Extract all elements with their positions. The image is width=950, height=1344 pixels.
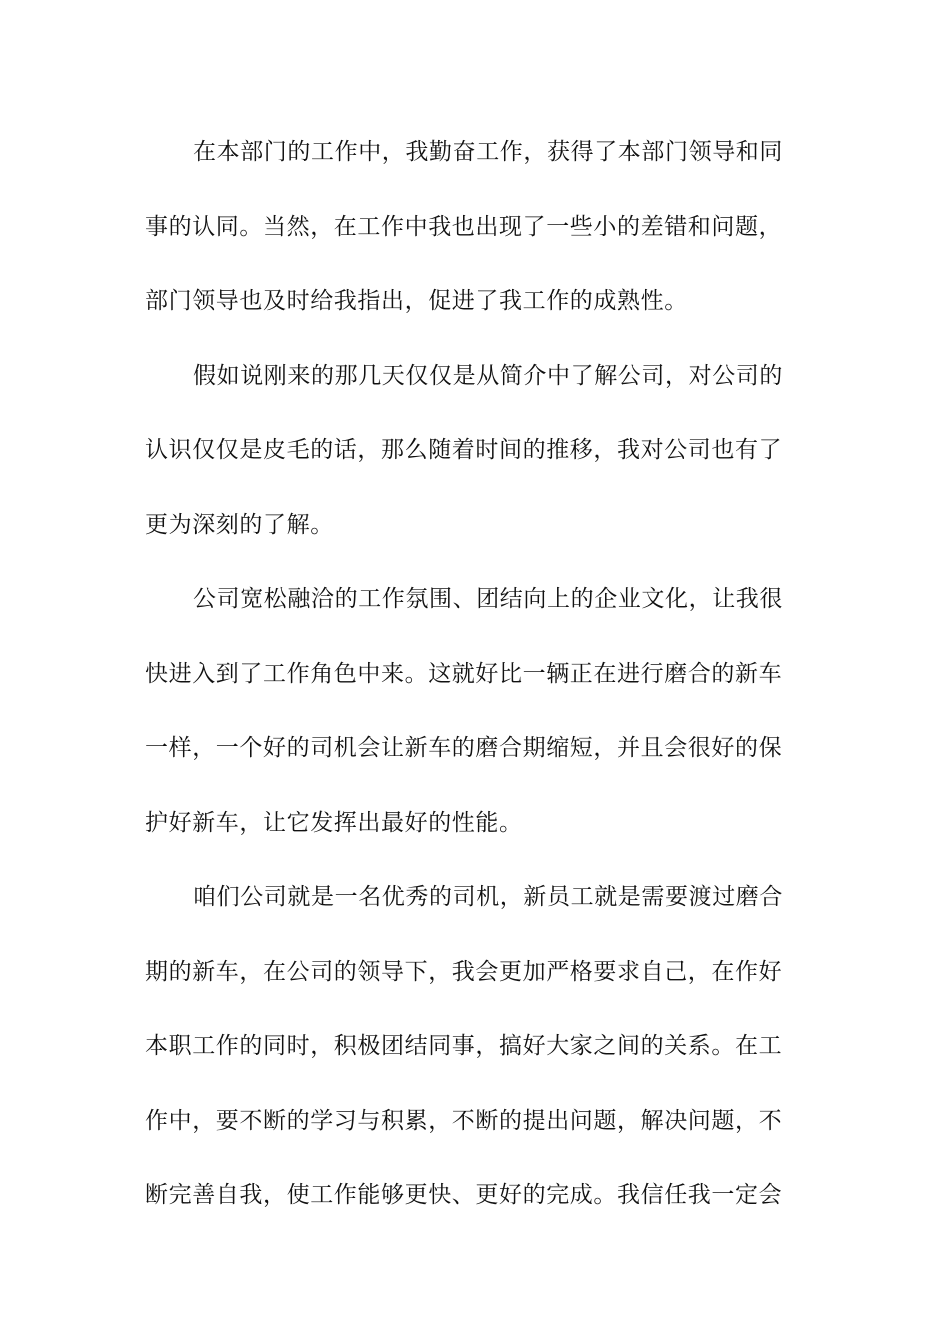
document-body bbox=[145, 126, 810, 1244]
paragraph-3-line-4: 护好新车，让它发挥出最好的性能。 bbox=[145, 809, 523, 836]
paragraph-4-line-5: 断完善自我，使工作能够更快、更好的完成。我信任我一定会 bbox=[145, 1182, 783, 1208]
paragraph-4-line-1: 咱们公司就是一名优秀的司机，新员工就是需要渡过磨合 bbox=[193, 884, 783, 910]
paragraph-4-line-2: 期的新车，在公司的领导下，我会更加严格要求自己，在作好 bbox=[145, 958, 783, 985]
paragraph-2-line-1: 假如说刚来的那几天仅仅是从简介中了解公司，对公司的 bbox=[193, 362, 783, 389]
paragraph-4-line-4: 作中，要不断的学习与积累，不断的提出问题，解决问题，不 bbox=[145, 1107, 783, 1134]
paragraph-3-line-2: 快进入到了工作角色中来。这就好比一辆正在进行磨合的新车 bbox=[145, 660, 783, 687]
paragraph-1-line-2: 事的认同。当然，在工作中我也出现了一些小的差错和问题， bbox=[145, 213, 783, 240]
paragraph-4-line-3: 本职工作的同时，积极团结同事，搞好大家之间的关系。在工 bbox=[145, 1033, 783, 1059]
paragraph-1-line-3: 部门领导也及时给我指出，促进了我工作的成熟性。 bbox=[145, 288, 688, 314]
paragraph-3-line-3: 一样，一个好的司机会让新车的磨合期缩短，并且会很好的保 bbox=[145, 735, 783, 761]
paragraph-3-line-1: 公司宽松融洽的工作氛围、团结向上的企业文化，让我很 bbox=[193, 586, 783, 612]
paragraph-2-line-3: 更为深刻的了解。 bbox=[145, 511, 334, 538]
paragraph-2-line-2: 认识仅仅是皮毛的话，那么随着时间的推移，我对公司也有了 bbox=[145, 437, 783, 463]
paragraph-1-line-1: 在本部门的工作中，我勤奋工作，获得了本部门领导和同 bbox=[193, 139, 783, 165]
